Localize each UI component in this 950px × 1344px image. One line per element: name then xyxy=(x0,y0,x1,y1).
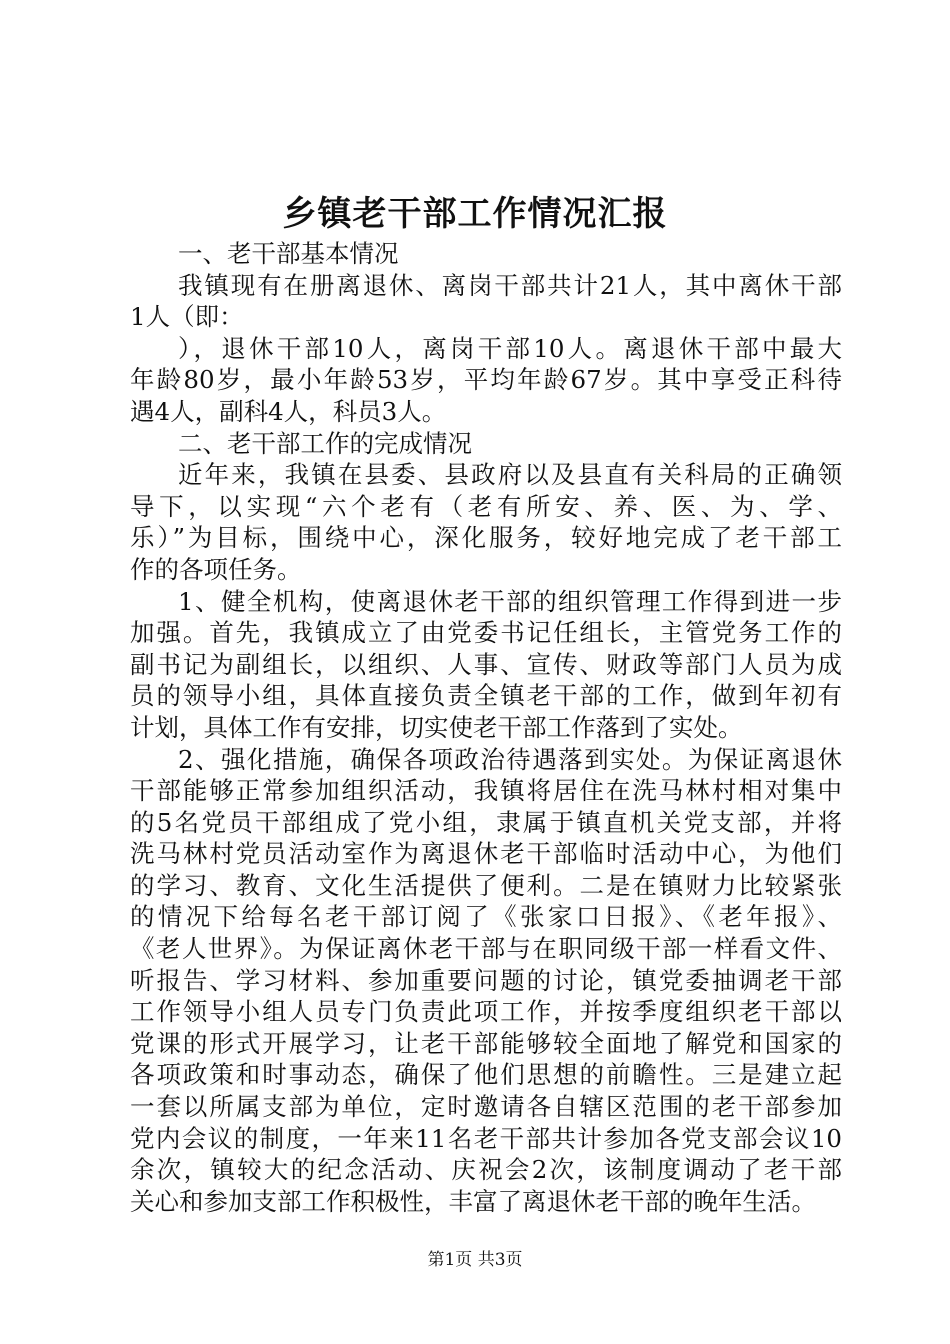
section-heading: 二、老干部工作的完成情况 xyxy=(178,428,472,458)
paragraph-line: 党课的形式开展学习，让老干部能够较全面地了解党和国家的 xyxy=(130,1028,842,1058)
paragraph-line: 工作领导小组人员专门负责此项工作，并按季度组织老干部以 xyxy=(130,997,842,1027)
paragraph-line: 计划，具体工作有安排，切实使老干部工作落到了实处。 xyxy=(130,712,743,742)
paragraph-line: 的学习、教育、文化生活提供了便利。二是在镇财力比较紧张 xyxy=(130,870,842,900)
paragraph-line: 党内会议的制度，一年来11名老干部共计参加各党支部会议10 xyxy=(130,1123,842,1153)
paragraph-line: ），退休干部10人，离岗干部10人。离退休干部中最大 xyxy=(178,333,842,363)
paragraph-line: 余次，镇较大的纪念活动、庆祝会2次，该制度调动了老干部 xyxy=(130,1155,842,1185)
paragraph-line: 洗马林村党员活动室作为离退休老干部临时活动中心，为他们 xyxy=(130,839,842,869)
paragraph-line: 的5名党员干部组成了党小组，隶属于镇直机关党支部，并将 xyxy=(130,807,842,837)
document-body xyxy=(130,238,842,1217)
paragraph-line: 加强。首先，我镇成立了由党委书记任组长，主管党务工作的 xyxy=(130,618,842,648)
paragraph-line: 遇4人，副科4人，科员3人。 xyxy=(130,396,447,426)
paragraph-line: 1人（即： xyxy=(130,302,244,332)
document-title: 乡镇老干部工作情况汇报 xyxy=(282,194,668,234)
paragraph-line: 副书记为副组长，以组织、人事、宣传、财政等部门人员为成 xyxy=(130,649,842,679)
paragraph-line: 干部能够正常参加组织活动，我镇将居住在洗马林村相对集中 xyxy=(130,776,842,806)
paragraph-line: 1、健全机构，使离退休老干部的组织管理工作得到进一步 xyxy=(178,586,842,616)
page-number: 第1页 共3页 xyxy=(427,1250,523,1270)
paragraph-line: 听报告、学习材料、参加重要问题的讨论，镇党委抽调老干部 xyxy=(130,965,842,995)
paragraph-line: 乐）”为目标，围绕中心，深化服务，较好地完成了老干部工 xyxy=(130,523,842,553)
paragraph-line: 近年来，我镇在县委、县政府以及县直有关科局的正确领 xyxy=(178,460,842,490)
paragraph-line: 导下，以实现“六个老有（老有所安、养、医、为、学、 xyxy=(130,491,842,521)
paragraph-line: 2、强化措施，确保各项政治待遇落到实处。为保证离退休 xyxy=(178,744,842,774)
section-heading: 一、老干部基本情况 xyxy=(178,239,399,268)
paragraph-line: 年龄80岁，最小年龄53岁，平均年龄67岁。其中享受正科待 xyxy=(130,365,842,395)
paragraph-line: 《老人世界》。为保证离休老干部与在职同级干部一样看文件、 xyxy=(130,934,842,964)
paragraph-line: 关心和参加支部工作积极性，丰富了离退休老干部的晚年生活。 xyxy=(130,1186,816,1216)
paragraph-line: 的情况下给每名老干部订阅了《张家口日报》、《老年报》、 xyxy=(130,902,842,932)
paragraph-line: 一套以所属支部为单位，定时邀请各自辖区范围的老干部参加 xyxy=(130,1092,842,1122)
paragraph-line: 作的各项任务。 xyxy=(130,554,302,584)
paragraph-line: 员的领导小组，具体直接负责全镇老干部的工作，做到年初有 xyxy=(130,681,842,711)
paragraph-line: 我镇现有在册离退休、离岗干部共计21人，其中离休干部 xyxy=(178,270,842,300)
paragraph-line: 各项政策和时事动态，确保了他们思想的前瞻性。三是建立起 xyxy=(130,1060,842,1090)
